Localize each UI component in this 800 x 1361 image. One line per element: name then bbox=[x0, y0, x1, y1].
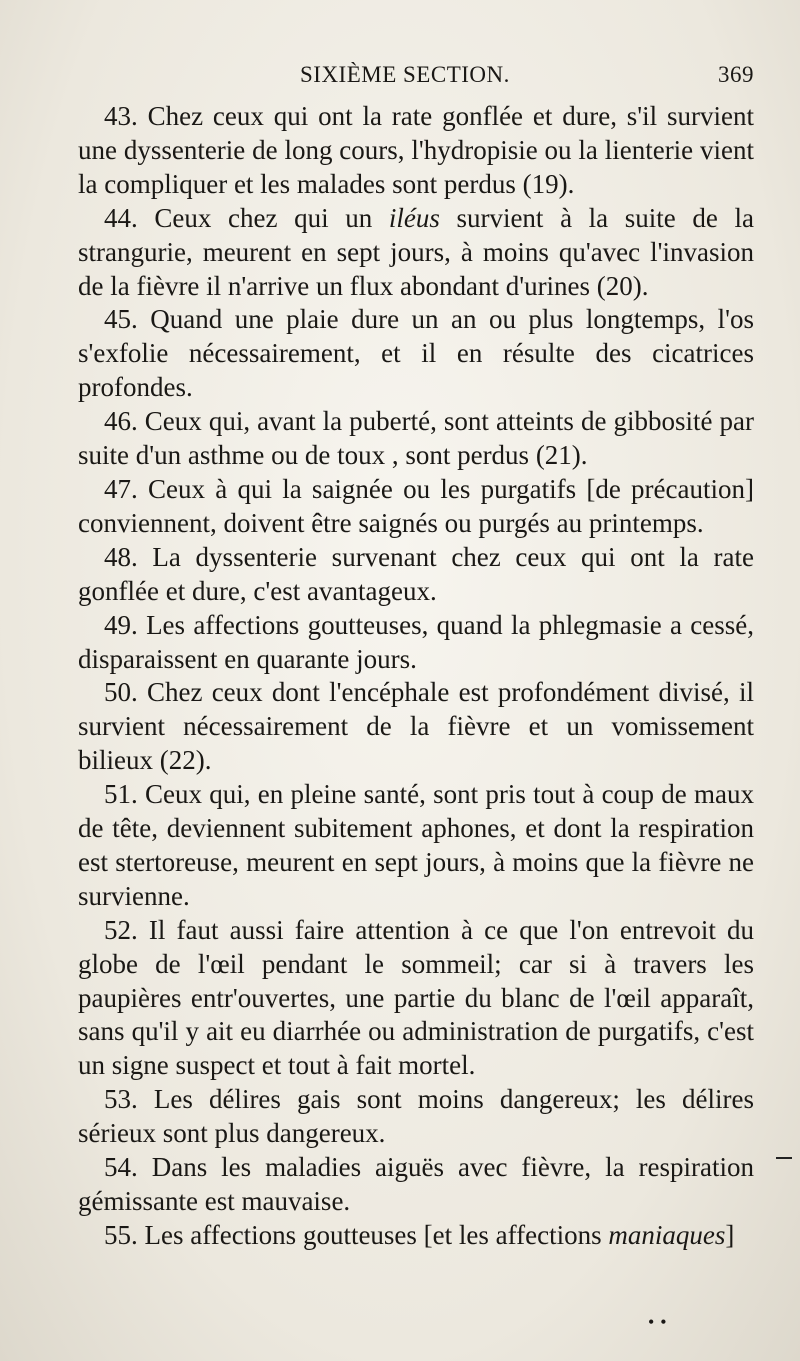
aphorism-text: Ceux qui, en pleine santé, sont pris tout à coup de maux de tête, deviennent subitement aphones, et dont la respiration est stertoreuse, meurent en sept jours, à moins que la fièvre ne survienne. bbox=[78, 779, 755, 911]
margin-mark bbox=[776, 1157, 792, 1159]
aphorism-text: Ceux qui, avant la puberté, sont atteints de gibbosité par suite d'un asthme ou de toux , sont perdus (21). bbox=[78, 406, 755, 471]
aphorism-text: Chez ceux dont l'encéphale est profondément divisé, il survient nécessairement de la fièvre et un vomissement bilieux (22). bbox=[78, 677, 754, 776]
italic-term: maniaques bbox=[608, 1219, 726, 1250]
aphorism-text-end: survient à la suite de la strangurie, meurent en sept jours, à moins qu'avec l'invasion de la fièvre il n'arrive un flux abondant d'urines (20). bbox=[78, 202, 754, 301]
aphorism-number: 51. bbox=[104, 779, 138, 810]
aphorism-text: Ceux à qui la saignée ou les purgatifs [de précaution] conviennent, doivent être saignés ou purgés au printemps. bbox=[78, 473, 754, 538]
aphorism-number: 54. bbox=[104, 1152, 138, 1183]
aphorism-number: 46. bbox=[104, 406, 138, 437]
aphorism-number: 52. bbox=[104, 914, 138, 945]
aphorism-number: 44. bbox=[104, 202, 138, 233]
aphorism-49 bbox=[78, 609, 754, 677]
aphorism-text: Il faut aussi faire attention à ce que l'on entrevoit du globe de l'œil pendant le sommeil; car si à travers les paupières entr'ouvertes, une partie du blanc de l'œil apparaît, sans qu'il y ait eu diarrhée ou administration de purgatifs, c'est un signe suspect et tout à fait mortel. bbox=[78, 914, 755, 1081]
aphorism-45 bbox=[78, 303, 754, 405]
aphorism-51 bbox=[78, 778, 754, 914]
aphorism-44 bbox=[78, 202, 754, 304]
page-header bbox=[78, 62, 754, 94]
aphorism-43 bbox=[78, 100, 754, 202]
aphorism-number: 53. bbox=[104, 1084, 138, 1115]
aphorism-text: La dyssenterie survenant chez ceux qui ont la rate gonflée et dure, c'est avantageux. bbox=[78, 541, 755, 606]
body-text bbox=[78, 100, 754, 1253]
aphorism-text: Dans les maladies aiguës avec fièvre, la respiration gémissante est mauvaise. bbox=[78, 1152, 754, 1216]
aphorism-47 bbox=[78, 473, 754, 541]
aphorism-text: Chez ceux qui ont la rate gonflée et dure, s'il survient une dyssenterie de long cours, l'hydropisie ou la lienterie vient la compliquer et les malades sont perdus (19). bbox=[78, 101, 754, 199]
aphorism-number: 47. bbox=[104, 473, 138, 504]
aphorism-number: 43. bbox=[104, 101, 138, 131]
aphorism-text-end: ] bbox=[725, 1219, 735, 1250]
aphorism-52 bbox=[78, 914, 754, 1084]
aphorism-number: 48. bbox=[104, 541, 138, 572]
aphorism-55 bbox=[78, 1219, 754, 1253]
aphorism-number: 50. bbox=[104, 677, 138, 708]
signature-dots: •• bbox=[648, 1312, 673, 1332]
aphorism-text: Les délires gais sont moins dangereux; les délires sérieux sont plus dangereux. bbox=[78, 1084, 754, 1149]
page-number: 369 bbox=[718, 62, 754, 87]
aphorism-text: Quand une plaie dure un an ou plus longtemps, l'os s'exfolie nécessairement, et il en résulte des cicatrices profondes. bbox=[78, 304, 755, 403]
aphorism-text: Les affections goutteuses, quand la phlegmasie a cessé, disparaissent en quarante jours. bbox=[78, 609, 755, 674]
aphorism-50 bbox=[78, 676, 754, 778]
aphorism-54 bbox=[78, 1151, 754, 1219]
aphorism-number: 49. bbox=[104, 609, 138, 640]
aphorism-number: 45. bbox=[104, 304, 138, 335]
aphorism-48 bbox=[78, 541, 754, 609]
running-head: SIXIÈME SECTION. bbox=[300, 62, 510, 87]
italic-term: iléus bbox=[388, 202, 440, 233]
aphorism-text-start: Les affections goutteuses [et les affections bbox=[144, 1219, 609, 1250]
aphorism-number: 55. bbox=[104, 1219, 138, 1250]
aphorism-text-start: Ceux chez qui un bbox=[154, 202, 389, 233]
aphorism-46 bbox=[78, 405, 754, 473]
aphorism-53 bbox=[78, 1083, 754, 1151]
